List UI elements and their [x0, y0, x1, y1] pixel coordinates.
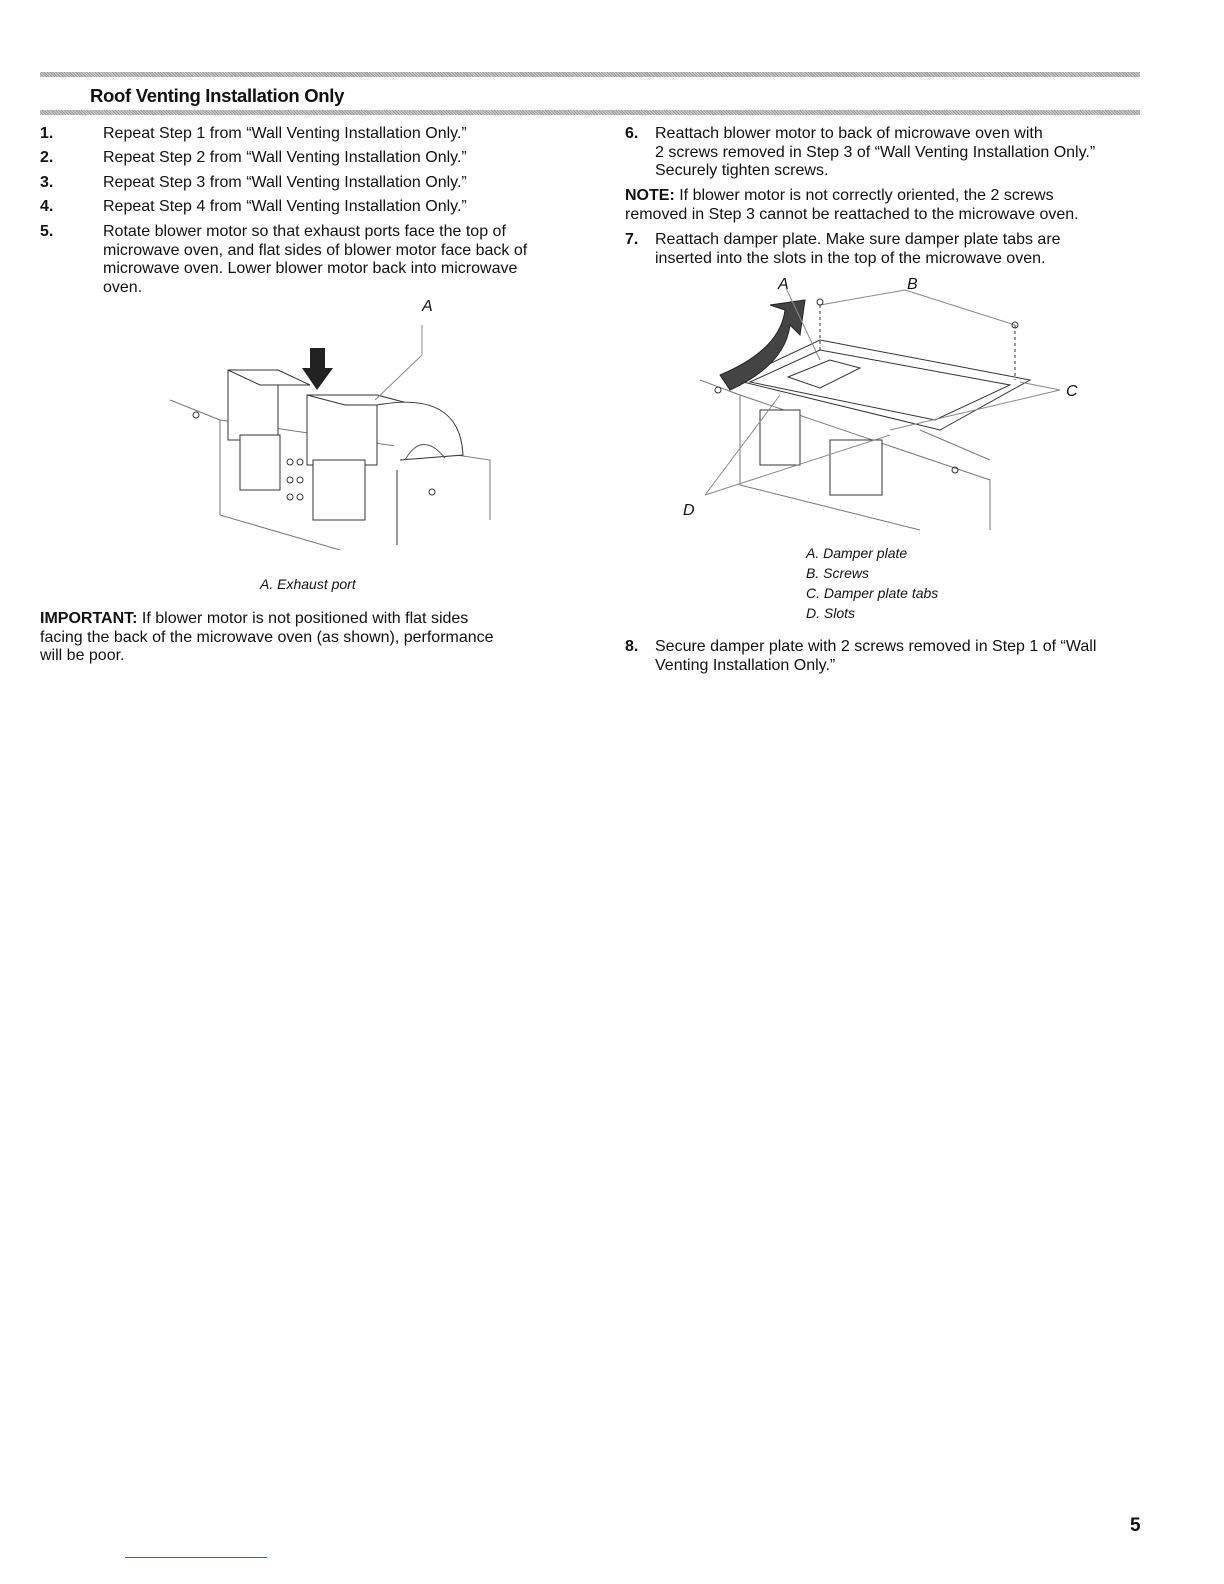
line: removed in Step 3 cannot be reattached to the microwave oven. [625, 205, 1079, 223]
figure1-label-a: A [422, 298, 433, 315]
figure2-label-d: D [683, 502, 695, 519]
step-text [655, 125, 1095, 181]
line: Reattach damper plate. Make sure damper plate tabs are [655, 231, 1061, 248]
footer-line [125, 1557, 267, 1558]
caption-damper-plate: A. Damper plate [806, 545, 908, 561]
figure2-captions [806, 543, 938, 623]
step-number: 4. [40, 198, 54, 215]
line: 2 screws removed in Step 3 of “Wall Venting Installation Only.” [655, 143, 1096, 161]
step-number: 8. [625, 638, 639, 655]
line: microwave oven, and flat sides of blower motor face back of [103, 241, 528, 259]
step-number: 1. [40, 125, 54, 142]
damper-plate-illustration [690, 280, 1070, 540]
line: inserted into the slots in the top of the microwave oven. [655, 249, 1046, 267]
important-note [40, 610, 494, 666]
line: facing the back of the microwave oven (as shown), performance [40, 628, 494, 646]
line: If blower motor is not positioned with flat sides [137, 610, 469, 627]
step-text: Repeat Step 1 from “Wall Venting Installation Only.” [103, 125, 467, 142]
line: If blower motor is not correctly oriented, the 2 screws [674, 187, 1054, 204]
line: Reattach blower motor to back of microwave oven with [655, 125, 1043, 142]
line: Securely tighten screws. [655, 162, 829, 179]
line: Rotate blower motor so that exhaust ports face the top of [103, 223, 506, 240]
step-text [103, 223, 527, 297]
caption-damper-plate-tabs: C. Damper plate tabs [806, 585, 939, 601]
step-number: 5. [40, 223, 54, 240]
line: Venting Installation Only.” [655, 656, 836, 674]
step-text [655, 638, 1096, 675]
header-band-bottom [40, 110, 1140, 115]
figure2-label-a: A [778, 276, 789, 293]
step-number: 6. [625, 125, 639, 142]
step-text: Repeat Step 4 from “Wall Venting Installation Only.” [103, 198, 467, 215]
step-text: Repeat Step 3 from “Wall Venting Installation Only.” [103, 174, 467, 191]
line: microwave oven. Lower blower motor back into microwave [103, 260, 518, 277]
step-text: Repeat Step 2 from “Wall Venting Installation Only.” [103, 149, 467, 166]
blower-motor-illustration [160, 290, 520, 550]
note-label: NOTE: [625, 187, 675, 204]
step-text [655, 231, 1061, 268]
line: will be poor. [40, 647, 125, 664]
page-number: 5 [1130, 1515, 1141, 1536]
header-band-top [40, 72, 1140, 77]
line: Secure damper plate with 2 screws removed in Step 1 of “Wall [655, 638, 1097, 655]
caption-screws: B. Screws [806, 565, 870, 581]
figure2-label-b: B [907, 276, 918, 293]
line: oven. [103, 278, 143, 296]
note [625, 187, 1079, 224]
step-number: 2. [40, 149, 54, 166]
section-title: Roof Venting Installation Only [90, 85, 345, 106]
important-label: IMPORTANT: [40, 610, 138, 627]
step-number: 7. [625, 231, 639, 248]
caption-slots: D. Slots [806, 605, 856, 621]
figure2-label-c: C [1066, 383, 1078, 400]
step-number: 3. [40, 174, 54, 191]
figure1-caption: A. Exhaust port [260, 576, 356, 592]
